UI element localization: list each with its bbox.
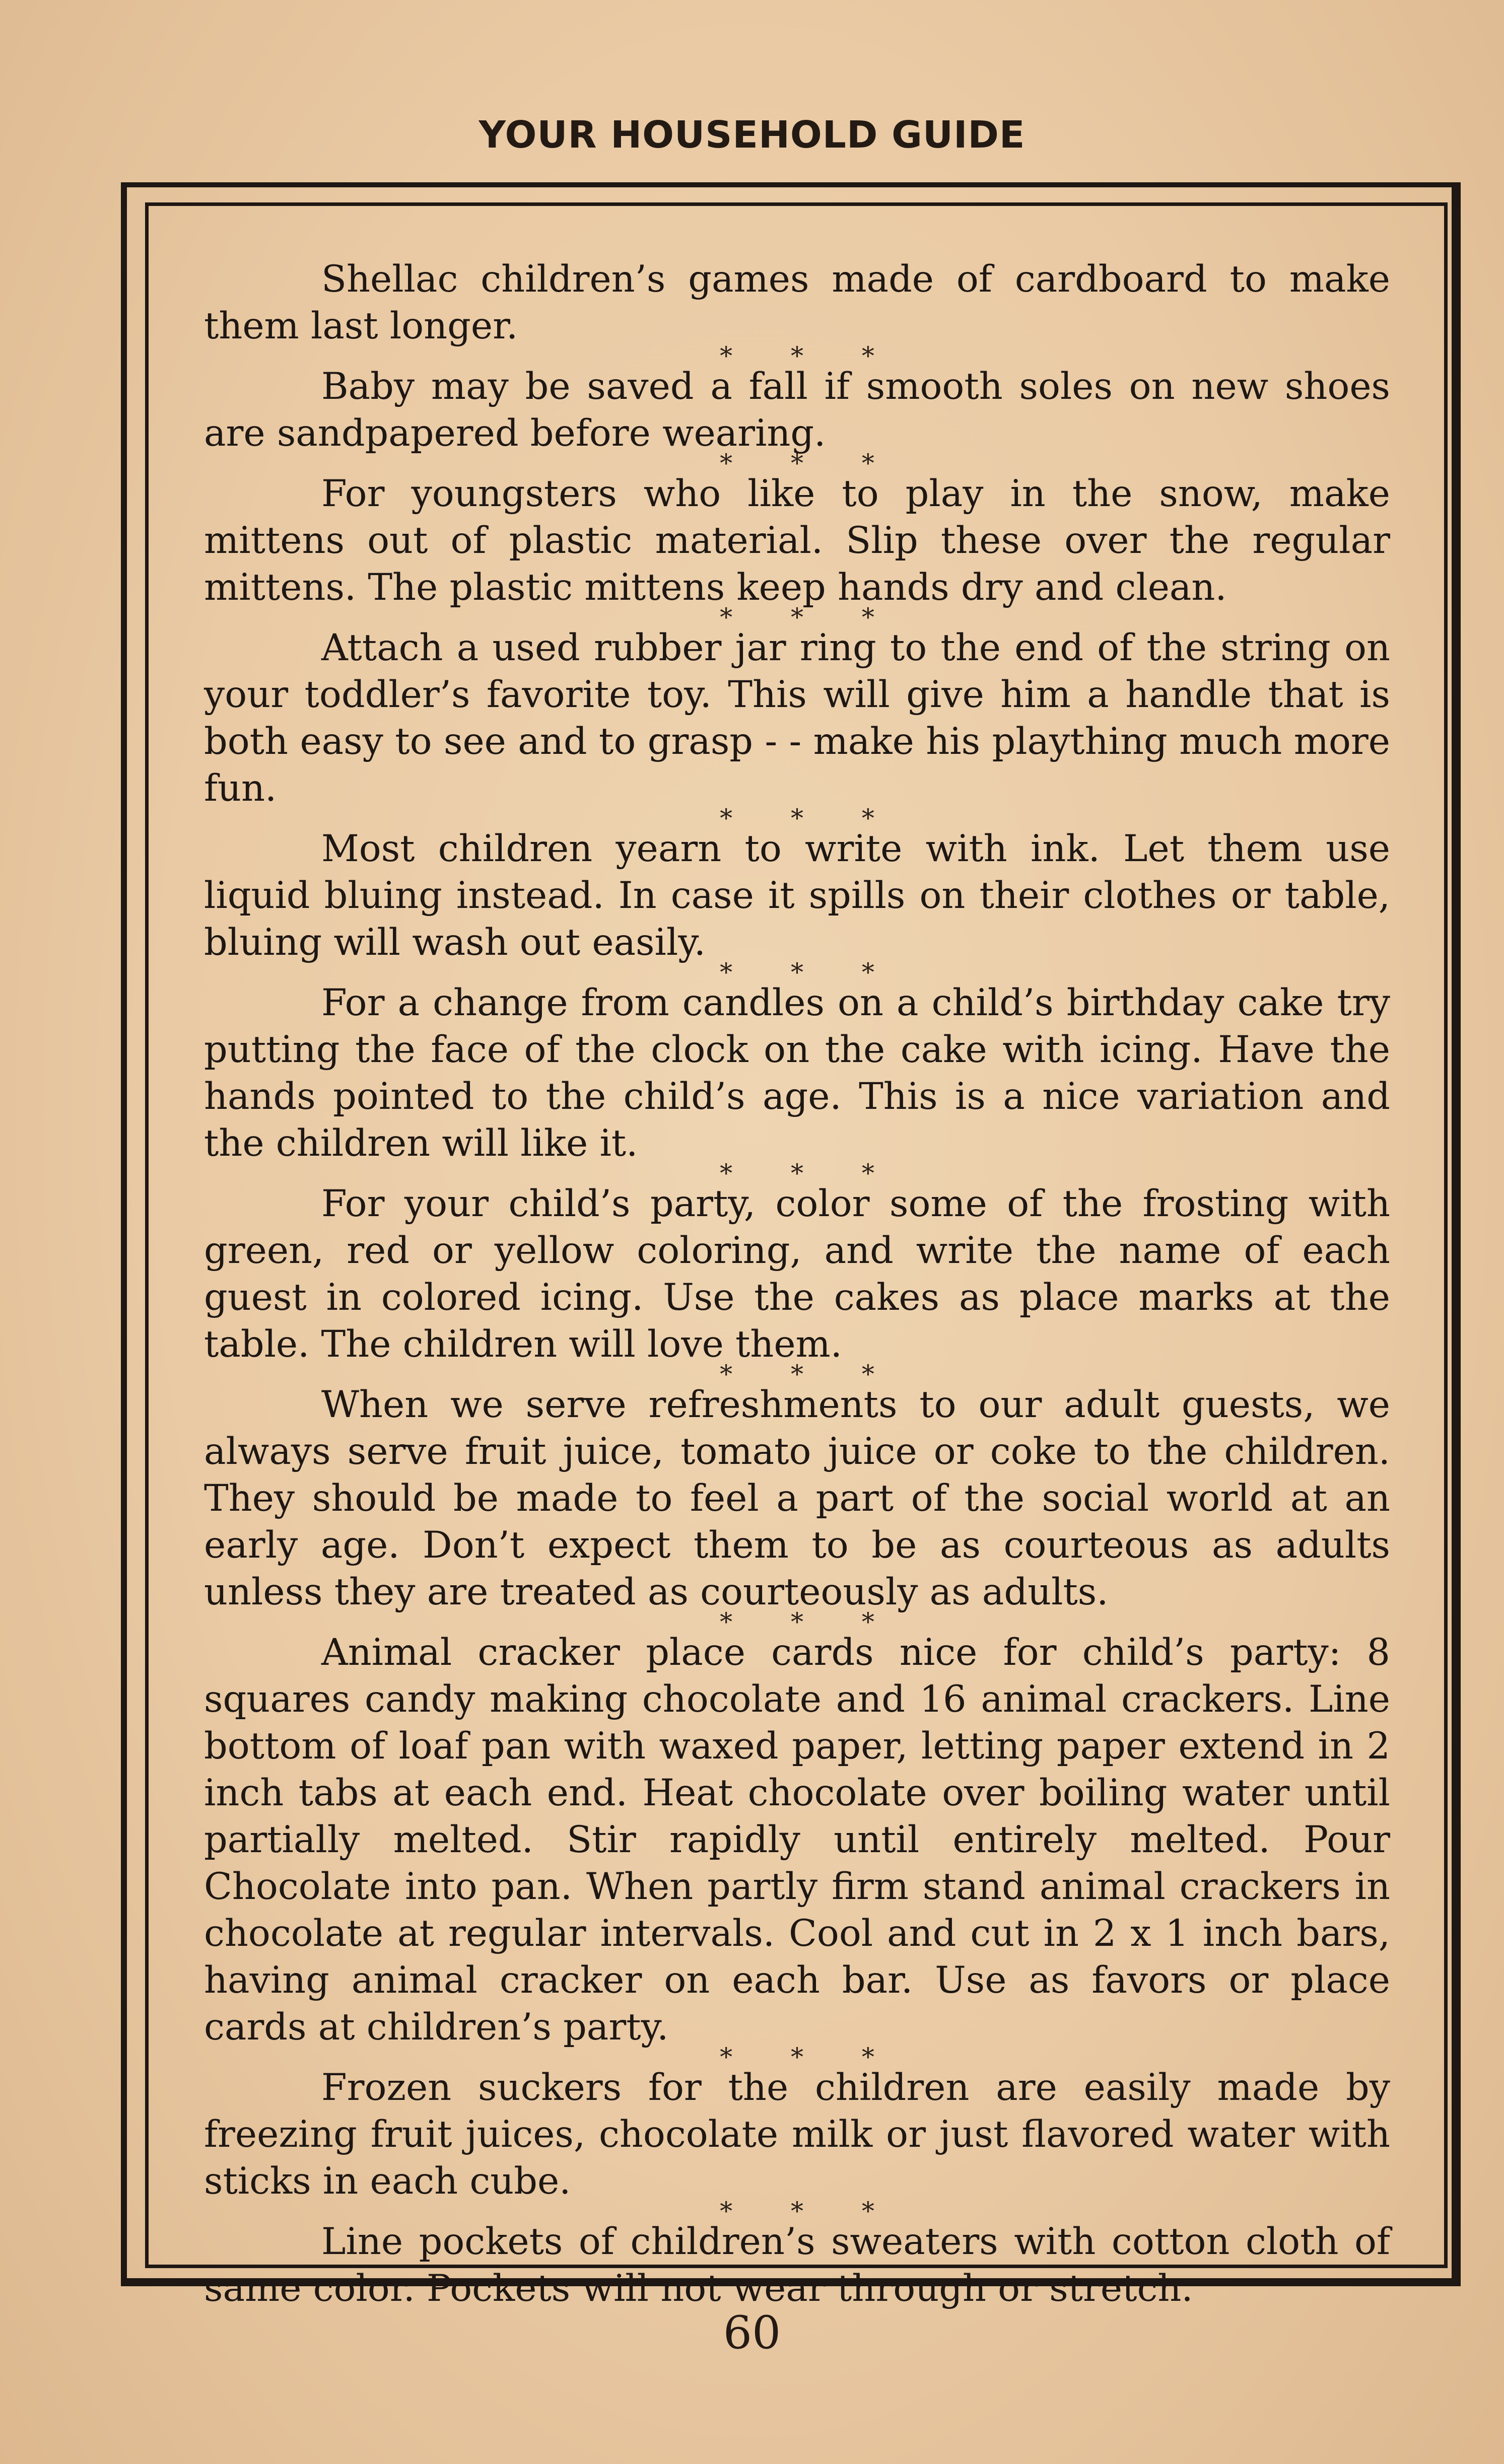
asterism-separator: * * * xyxy=(720,804,900,833)
asterism-separator: * * * xyxy=(720,1159,900,1188)
tip-paragraph: Animal cracker place cards nice for child’s party: 8 squares candy making chocolate and 16 animal crackers. Line bottom of loaf pan with waxed paper, letting paper extend in 2 inch tabs at each end. Heat chocolate over boiling water until partially melted. Stir rapidly until entirely melted. Pour Chocolate into pan. When partly firm stand animal crackers in chocolate at regular intervals. Cool and cut in 2 x 1 inch bars, having animal cracker on each bar. Use as favors or place cards at children’s party. xyxy=(204,1631,1390,2049)
asterism-separator: * * * xyxy=(720,2197,900,2226)
tip-paragraph: Shellac children’s games made of cardboard to make them last longer. xyxy=(204,258,1390,347)
asterism-separator: * * * xyxy=(720,603,900,632)
tip-paragraph: For your child’s party, color some of the frosting with green, red or yellow coloring, and write the name of each guest in colored icing. Use the cakes as place marks at the table. The children will love them. xyxy=(204,1182,1390,1366)
asterism-separator: * * * xyxy=(720,2043,900,2072)
asterism-separator: * * * xyxy=(720,958,900,987)
page-number: 60 xyxy=(723,2306,781,2359)
tip-paragraph: Attach a used rubber jar ring to the end of the string on your toddler’s favorite toy. This will give him a handle that is both easy to see and to grasp - - make his plaything much more fun. xyxy=(204,626,1390,810)
asterism-separator: * * * xyxy=(720,1360,900,1389)
asterism-separator: * * * xyxy=(720,1607,900,1637)
tips-text-block xyxy=(204,256,1390,2312)
tip-paragraph: For youngsters who like to play in the snow, make mittens out of plastic material. Slip these over the regular mittens. The plastic mittens keep hands dry and clean. xyxy=(204,472,1390,609)
tip-paragraph: Most children yearn to write with ink. Let them use liquid bluing instead. In case it spills on their clothes or table, bluing will wash out easily. xyxy=(204,827,1390,964)
tip-paragraph: Baby may be saved a fall if smooth soles on new shoes are sandpapered before wearing. xyxy=(204,365,1390,455)
asterism-separator: * * * xyxy=(720,449,900,478)
running-head: YOUR HOUSEHOLD GUIDE xyxy=(478,113,1026,157)
tip-paragraph: When we serve refreshments to our adult guests, we always serve fruit juice, tomato juice or coke to the children. They should be made to feel a part of the social world at an early age. Don’t expect them to be as courteous as adults unless they are treated as courteously as adults. xyxy=(204,1383,1390,1613)
tip-paragraph: Line pockets of children’s sweaters with cotton cloth of same color. Pockets will not wear through or stretch. xyxy=(204,2220,1390,2310)
tip-paragraph: For a change from candles on a child’s birthday cake try putting the face of the clock on the cake with icing. Have the hands pointed to the child’s age. This is a nice variation and the children will like it. xyxy=(204,981,1390,1165)
asterism-separator: * * * xyxy=(720,341,900,371)
tip-paragraph: Frozen suckers for the children are easily made by freezing fruit juices, chocolate milk or just flavored water with sticks in each cube. xyxy=(204,2066,1390,2203)
